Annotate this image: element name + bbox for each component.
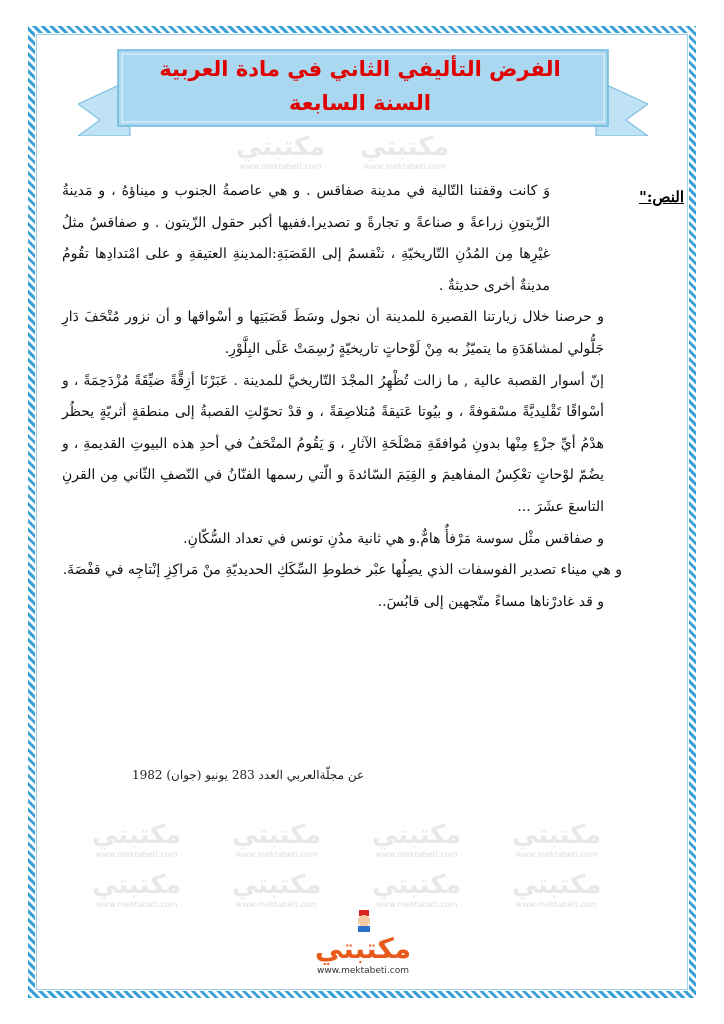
paragraph: وَ كانت وقفتنا التّالية في مدينة صفاقس . و هي عاصمةُ الجنوب و ميناؤهُ ، و مَدينةُ الزّيتونِ زراعةً و صناعةً و تجارةً و تصديرا.ففيها أكبر حقول الزّيتون . و صفاقسُ مثلُ غيْرِها مِن المُدُنِ التّاريخيّةِ ، تنْقسمُ إلى القَصَبَةِ:المدينةِ العتيقةِ و على امْتدادِها تقُومُ مدينةٌ أخرى حديثةٌ . (62, 183, 550, 294)
watermark: مكتبتي www.mektabeti.com (372, 870, 462, 909)
text-label: النص:" (638, 188, 684, 206)
source-citation: عن مجلّةالعربي العدد 283 يونيو (جوان) 1982 (132, 768, 365, 782)
watermark: مكتبتي www.mektabeti.com (512, 870, 602, 909)
page-title (150, 52, 570, 120)
paragraph: إنّ أسوار القصبة عالية , ما زالت تُظْهِرُ المجْدَ التّاريخيَّ للمدينة . عَبَرْنَا أزِقَّةً ضيِّقَةً مُزْدَحِمَةً ، و أسْواقًا تَقْليديَّةً مسْقوفةً ، و بيُوتا عَتيقةً مُتلاصِقةً ، و قدْ تحوّلتِ القصبةُ إلى منطقةٍ أثريّةٍ يحظُر هدْمُ أيِّ جزْءٍ مِنْها بدونِ مُوافقَةِ مَصْلَحَةِ الآثارِ ، وَ يَقُومُ المتْحَفُ في أحدِ هذه البيوتِ القديمةِ ، و يضُمّ لوْحاتٍ تعْكِسُ المفاهيمَ و القِيَمَ السّائدةَ و الّتي رسمها الفنّانُ في النّصفِ الثّاني مِن القرنِ التاسعَ عشَرَ ... (62, 372, 604, 515)
passage (62, 176, 622, 618)
paragraph: و صفاقس مثْل سوسة مَرْفأٌ هامٌّ.و هي ثانية مدُنِ تونس في تعداد السُّكّانِ. (183, 530, 604, 547)
mascot-icon (354, 910, 374, 932)
paragraph: و قد غادرْناها مساءً متّجهين إلى قابُسَ.. (377, 593, 604, 610)
watermark: مكتبتي www.mektabeti.com (232, 870, 322, 909)
paragraph: و هي ميناء تصدير الفوسفات الذي يصِلُها عبْر خطوطِ السِّكَكِ الحديديّةِ منْ مَراكِزِ إنْتاجِه في قفْصَةَ. (62, 562, 622, 579)
title-line-2: السنة السابعة (289, 91, 431, 115)
watermark: مكتبتي www.mektabeti.com (92, 820, 182, 859)
site-logo: مكتبتي www.mektabeti.com (288, 932, 438, 980)
watermark: مكتبتي www.mektabeti.com (92, 870, 182, 909)
watermark: مكتبتي www.mektabeti.com (360, 132, 450, 171)
title-line-1: الفرض التأليفي الثاني في مادة العربية (159, 57, 561, 81)
watermark: مكتبتي www.mektabeti.com (512, 820, 602, 859)
watermark: مكتبتي www.mektabeti.com (372, 820, 462, 859)
paragraph: و حرصنا خلال زيارتنا القصيرة للمدينة أن نجول وسَطَ قَصَبَتِها و أسْواقها و أن نزور مُتْحَفَ دَارِ جَلُّولي لمشاهَدَةِ ما يتميّزُ به مِنْ لَوْحاتٍ تاريخيّةٍ رُسِمَتْ عَلَى البِلَّوْرِ. (62, 309, 604, 357)
watermark: مكتبتي www.mektabeti.com (232, 820, 322, 859)
watermark: مكتبتي www.mektabeti.com (236, 132, 326, 171)
